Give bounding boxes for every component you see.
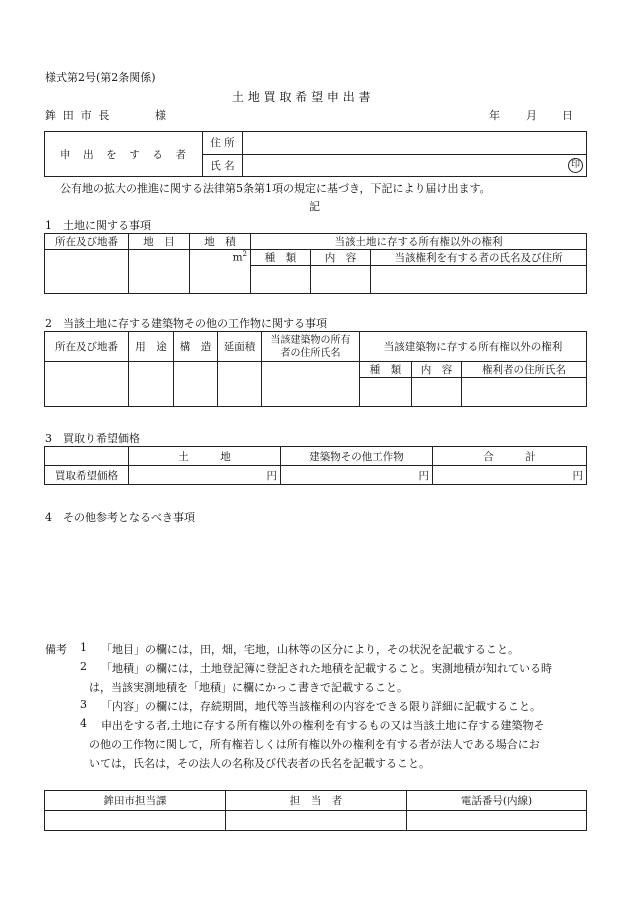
date-day: 日: [562, 109, 573, 122]
bldg-col-use: 用 途: [129, 332, 174, 362]
price-building-cell[interactable]: [281, 466, 433, 485]
price-col-land: 土 地: [129, 447, 281, 466]
yen-unit: 円: [266, 469, 277, 482]
staff-phone-cell[interactable]: [407, 811, 587, 831]
note-1-line-1: 「地目」の欄には，田，畑，宅地，山林等の区分により，その状況を記載すること。: [101, 643, 519, 656]
section4-field[interactable]: [44, 527, 587, 627]
applicant-label: 申 出 を す る 者: [45, 132, 203, 177]
bldg-col-location: 所在及び地番: [45, 332, 129, 362]
bldg-sub-holder: 権利者の住所氏名: [462, 362, 587, 378]
staff-person-cell[interactable]: [226, 811, 407, 831]
seal-mark: 印: [568, 158, 583, 173]
note-3-line-1: 「内容」の欄には，存続期間，地代等当該権利の内容をできる限り詳細に記載すること。: [101, 700, 541, 713]
land-area-cell[interactable]: [190, 250, 251, 294]
address-label: 住 所: [203, 132, 243, 155]
page-title: 土 地 買 取 希 望 申 出 書: [232, 90, 371, 104]
staff-department-cell[interactable]: [45, 811, 226, 831]
bldg-sub-type: 種 類: [360, 362, 412, 378]
staff-col-phone: 電話番号(内線): [407, 791, 587, 811]
price-land-cell[interactable]: [129, 466, 281, 485]
price-table: [44, 446, 587, 485]
note-4-line-1: 申出をする者,土地に存する所有権以外の権利を有するもの又は当該土地に存する建築物そ: [101, 719, 545, 732]
note-4-line-3: いては，氏名は，その法人の名称及び代表者の氏名を記載すること。: [89, 757, 430, 770]
bldg-col-owner: 当該建築物の所有者の住所氏名: [262, 332, 360, 362]
land-content-cell[interactable]: [311, 266, 371, 294]
note-2-line-1: 「地積」の欄には，土地登記簿に登記された地積を記載すること。実測地積が知れている時: [101, 662, 552, 675]
statement: 公有地の拡大の推進に関する法律第5条第1項の規定に基づき，下記により届け出ます。: [60, 182, 491, 195]
section1-heading: 1 土地に関する事項: [45, 219, 151, 232]
name-label: 氏 名: [203, 154, 243, 177]
building-table: [44, 331, 587, 407]
staff-col-department: 鉾田市担当課: [45, 791, 226, 811]
note-4-line-2: の他の工作物に関して，所有権若しくは所有権以外の権利を有する者が法人である場合にお: [89, 738, 540, 751]
ki-mark: 記: [309, 200, 320, 213]
bldg-holder-cell[interactable]: [462, 378, 587, 407]
bldg-floor-area-cell[interactable]: [218, 362, 262, 407]
note-3-num: 3: [80, 698, 87, 711]
bldg-owner-cell[interactable]: [262, 362, 360, 407]
land-sub-holder: 当該権利を有する者の氏名及び住所: [371, 250, 587, 266]
note-4-num: 4: [80, 717, 87, 730]
date-year: 年: [489, 109, 500, 122]
price-total-cell[interactable]: [433, 466, 587, 485]
section4-heading: 4 その他参考となるべき事項: [45, 511, 195, 524]
price-col-building: 建築物その他工作物: [281, 447, 433, 466]
bldg-location-cell[interactable]: [45, 362, 129, 407]
bldg-type-cell[interactable]: [360, 378, 412, 407]
address-field[interactable]: [243, 132, 587, 155]
date-month: 月: [526, 109, 537, 122]
bldg-structure-cell[interactable]: [174, 362, 218, 407]
note-2-num: 2: [80, 660, 87, 673]
land-sub-type: 種 類: [251, 250, 311, 266]
honorific: 様: [155, 109, 166, 122]
section3-heading: 3 買取り希望価格: [45, 432, 140, 445]
bldg-sub-content: 内 容: [412, 362, 462, 378]
yen-unit: 円: [572, 469, 583, 482]
land-col-category: 地 目: [129, 234, 190, 250]
note-1-num: 1: [80, 641, 87, 654]
price-row-label: 買取希望価格: [45, 466, 129, 485]
price-col-total: 合 計: [433, 447, 587, 466]
yen-unit: 円: [418, 469, 429, 482]
bldg-col-structure: 構 造: [174, 332, 218, 362]
land-type-cell[interactable]: [251, 266, 311, 294]
form-number: 様式第2号(第2条関係): [45, 71, 156, 84]
area-unit-sup: 2: [242, 250, 247, 258]
bldg-col-rights: 当該建築物に存する所有権以外の権利: [360, 332, 587, 362]
land-col-rights: 当該土地に存する所有権以外の権利: [251, 234, 587, 250]
addressee: 鉾 田 市 長: [45, 109, 112, 122]
name-field[interactable]: [243, 154, 587, 177]
staff-col-person: 担 当 者: [226, 791, 407, 811]
land-col-area: 地 積: [190, 234, 251, 250]
land-holder-cell[interactable]: [371, 266, 587, 294]
notes-label: 備考: [45, 643, 67, 656]
area-unit: m: [232, 251, 243, 264]
note-2-line-2: は，当該実測地積を「地積」に欄にかっこ書きで記載すること。: [89, 681, 408, 694]
bldg-content-cell[interactable]: [412, 378, 462, 407]
price-blank-header: [45, 447, 129, 466]
land-col-location: 所在及び地番: [45, 234, 129, 250]
land-location-cell[interactable]: [45, 250, 129, 294]
section2-heading: 2 当該土地に存する建築物その他の工作物に関する事項: [45, 317, 327, 330]
land-sub-content: 内 容: [311, 250, 371, 266]
land-table: [44, 233, 587, 294]
bldg-col-floor-area: 延面積: [218, 332, 262, 362]
applicant-table: [44, 131, 587, 177]
land-category-cell[interactable]: [129, 250, 190, 294]
staff-table: [44, 790, 587, 831]
bldg-use-cell[interactable]: [129, 362, 174, 407]
